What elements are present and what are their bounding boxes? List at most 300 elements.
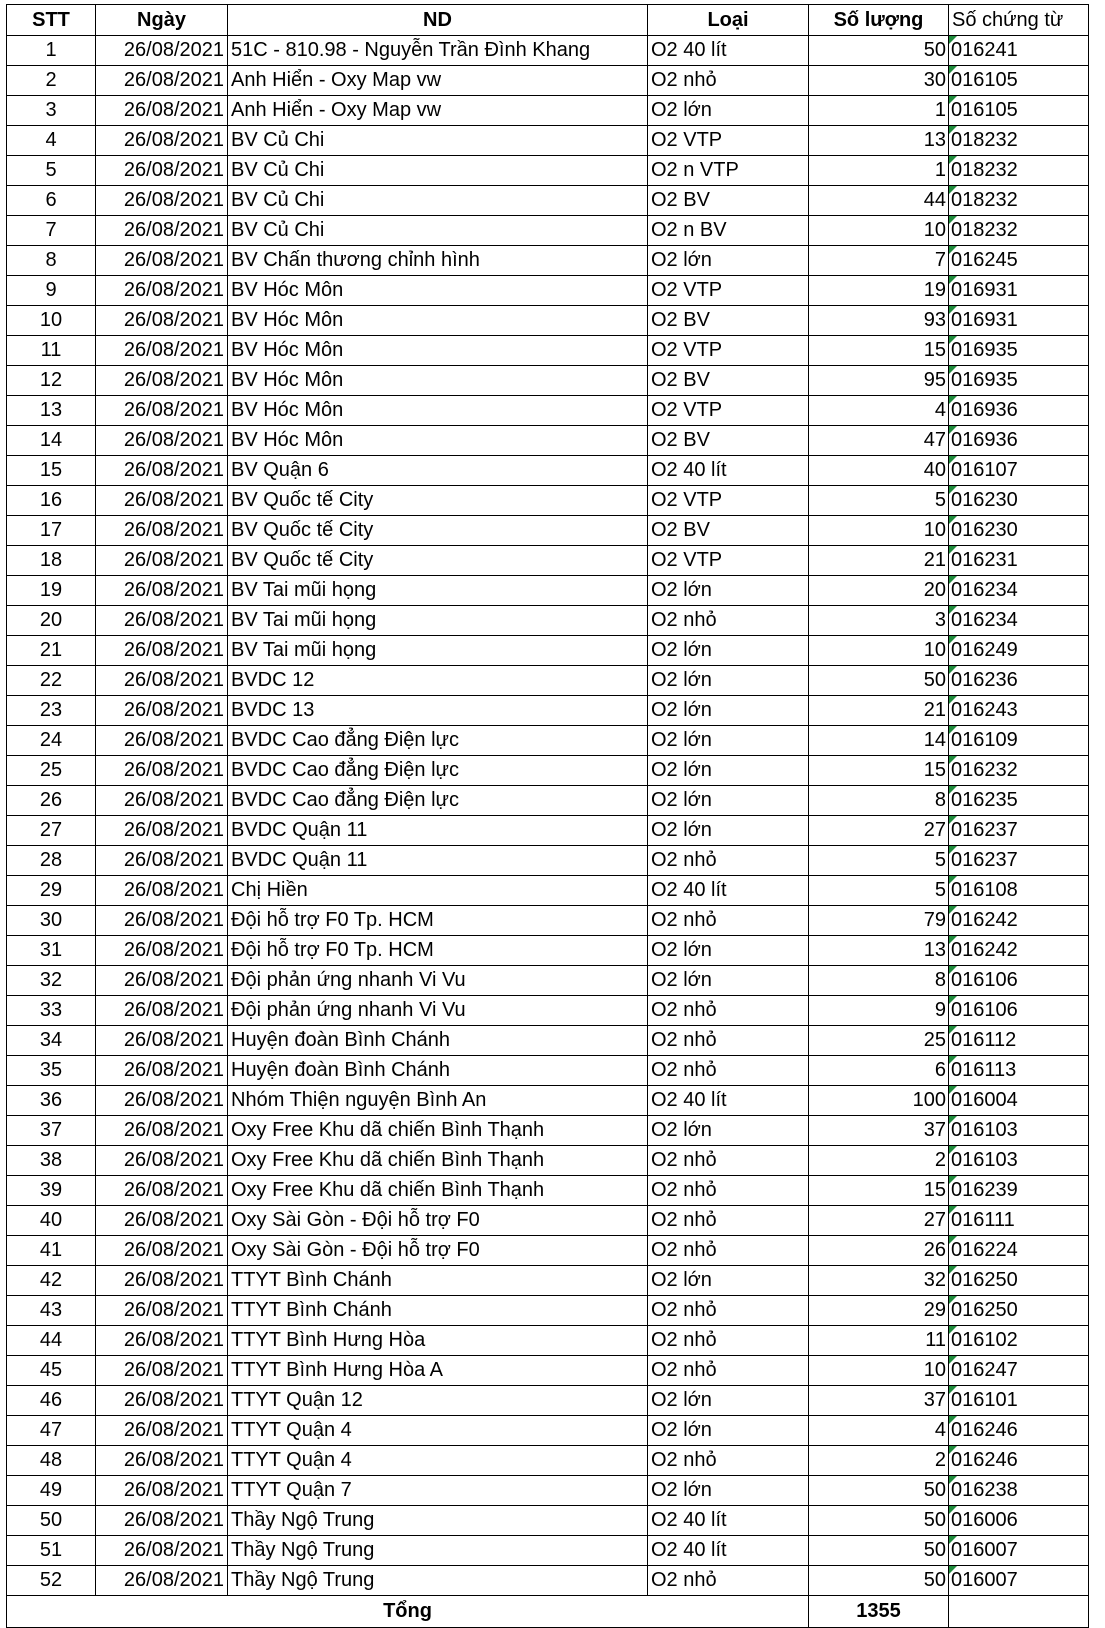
cell-type[interactable]: O2 BV: [648, 366, 809, 396]
cell-qty[interactable]: 10: [809, 1356, 949, 1386]
cell-date[interactable]: 26/08/2021: [96, 306, 228, 336]
cell-qty[interactable]: 2: [809, 1146, 949, 1176]
cell-stt[interactable]: 32: [7, 966, 96, 996]
cell-doc[interactable]: 016113: [949, 1056, 1089, 1086]
cell-date[interactable]: 26/08/2021: [96, 1476, 228, 1506]
cell-type[interactable]: O2 lớn: [648, 756, 809, 786]
cell-date[interactable]: 26/08/2021: [96, 1056, 228, 1086]
cell-date[interactable]: 26/08/2021: [96, 1116, 228, 1146]
cell-date[interactable]: 26/08/2021: [96, 1026, 228, 1056]
cell-nd[interactable]: TTYT Quận 4: [228, 1446, 648, 1476]
cell-qty[interactable]: 30: [809, 66, 949, 96]
cell-nd[interactable]: BVDC Cao đẳng Điện lực: [228, 756, 648, 786]
cell-date[interactable]: 26/08/2021: [96, 366, 228, 396]
cell-date[interactable]: 26/08/2021: [96, 876, 228, 906]
cell-date[interactable]: 26/08/2021: [96, 1506, 228, 1536]
cell-date[interactable]: 26/08/2021: [96, 1266, 228, 1296]
cell-stt[interactable]: 42: [7, 1266, 96, 1296]
cell-doc[interactable]: 016006: [949, 1506, 1089, 1536]
cell-stt[interactable]: 39: [7, 1176, 96, 1206]
cell-qty[interactable]: 50: [809, 1566, 949, 1596]
cell-nd[interactable]: 51C - 810.98 - Nguyễn Trần Đình Khang: [228, 36, 648, 66]
cell-nd[interactable]: Thầy Ngộ Trung: [228, 1506, 648, 1536]
cell-qty[interactable]: 10: [809, 516, 949, 546]
total-doc-cell[interactable]: [949, 1596, 1089, 1628]
cell-nd[interactable]: BV Hóc Môn: [228, 306, 648, 336]
total-qty[interactable]: 1355: [809, 1596, 949, 1628]
cell-qty[interactable]: 100: [809, 1086, 949, 1116]
cell-qty[interactable]: 26: [809, 1236, 949, 1266]
cell-type[interactable]: O2 n BV: [648, 216, 809, 246]
cell-date[interactable]: 26/08/2021: [96, 1326, 228, 1356]
cell-date[interactable]: 26/08/2021: [96, 1356, 228, 1386]
cell-qty[interactable]: 7: [809, 246, 949, 276]
cell-nd[interactable]: Anh Hiển - Oxy Map vw: [228, 66, 648, 96]
cell-date[interactable]: 26/08/2021: [96, 756, 228, 786]
cell-stt[interactable]: 11: [7, 336, 96, 366]
cell-nd[interactable]: Đội hỗ trợ F0 Tp. HCM: [228, 936, 648, 966]
cell-stt[interactable]: 16: [7, 486, 96, 516]
cell-stt[interactable]: 8: [7, 246, 96, 276]
cell-nd[interactable]: BV Hóc Môn: [228, 396, 648, 426]
cell-type[interactable]: O2 nhỏ: [648, 1326, 809, 1356]
cell-type[interactable]: O2 lớn: [648, 966, 809, 996]
cell-doc[interactable]: 016247: [949, 1356, 1089, 1386]
cell-nd[interactable]: Oxy Free Khu dã chiến Bình Thạnh: [228, 1176, 648, 1206]
cell-doc[interactable]: 016102: [949, 1326, 1089, 1356]
cell-type[interactable]: O2 40 lít: [648, 876, 809, 906]
cell-date[interactable]: 26/08/2021: [96, 726, 228, 756]
cell-type[interactable]: O2 lớn: [648, 576, 809, 606]
cell-doc[interactable]: 016106: [949, 966, 1089, 996]
cell-type[interactable]: O2 40 lít: [648, 1506, 809, 1536]
cell-nd[interactable]: BV Quận 6: [228, 456, 648, 486]
cell-doc[interactable]: 016239: [949, 1176, 1089, 1206]
cell-date[interactable]: 26/08/2021: [96, 936, 228, 966]
cell-doc[interactable]: 016931: [949, 276, 1089, 306]
cell-type[interactable]: O2 nhỏ: [648, 1056, 809, 1086]
cell-type[interactable]: O2 lớn: [648, 1386, 809, 1416]
cell-nd[interactable]: Oxy Sài Gòn - Đội hỗ trợ F0: [228, 1236, 648, 1266]
cell-date[interactable]: 26/08/2021: [96, 1296, 228, 1326]
cell-doc[interactable]: 016106: [949, 996, 1089, 1026]
cell-date[interactable]: 26/08/2021: [96, 486, 228, 516]
cell-doc[interactable]: 016109: [949, 726, 1089, 756]
cell-date[interactable]: 26/08/2021: [96, 1236, 228, 1266]
cell-doc[interactable]: 016242: [949, 936, 1089, 966]
cell-qty[interactable]: 2: [809, 1446, 949, 1476]
cell-type[interactable]: O2 nhỏ: [648, 1026, 809, 1056]
cell-date[interactable]: 26/08/2021: [96, 156, 228, 186]
cell-stt[interactable]: 13: [7, 396, 96, 426]
cell-type[interactable]: O2 40 lít: [648, 456, 809, 486]
cell-doc[interactable]: 016112: [949, 1026, 1089, 1056]
cell-stt[interactable]: 46: [7, 1386, 96, 1416]
cell-qty[interactable]: 9: [809, 996, 949, 1026]
cell-doc[interactable]: 016007: [949, 1536, 1089, 1566]
cell-doc[interactable]: 016235: [949, 786, 1089, 816]
cell-nd[interactable]: Huyện đoàn Bình Chánh: [228, 1056, 648, 1086]
cell-stt[interactable]: 27: [7, 816, 96, 846]
cell-doc[interactable]: 016250: [949, 1296, 1089, 1326]
cell-nd[interactable]: BVDC Cao đẳng Điện lực: [228, 786, 648, 816]
header-qty[interactable]: Số lượng: [809, 5, 949, 36]
cell-type[interactable]: O2 40 lít: [648, 36, 809, 66]
cell-stt[interactable]: 4: [7, 126, 96, 156]
cell-doc[interactable]: 016931: [949, 306, 1089, 336]
cell-qty[interactable]: 27: [809, 816, 949, 846]
cell-date[interactable]: 26/08/2021: [96, 576, 228, 606]
cell-qty[interactable]: 79: [809, 906, 949, 936]
cell-qty[interactable]: 15: [809, 1176, 949, 1206]
cell-stt[interactable]: 14: [7, 426, 96, 456]
cell-stt[interactable]: 41: [7, 1236, 96, 1266]
cell-doc[interactable]: 016237: [949, 846, 1089, 876]
cell-date[interactable]: 26/08/2021: [96, 1536, 228, 1566]
cell-nd[interactable]: BV Hóc Môn: [228, 426, 648, 456]
cell-doc[interactable]: 016935: [949, 366, 1089, 396]
cell-type[interactable]: O2 lớn: [648, 666, 809, 696]
cell-stt[interactable]: 1: [7, 36, 96, 66]
cell-doc[interactable]: 016105: [949, 66, 1089, 96]
cell-qty[interactable]: 8: [809, 966, 949, 996]
cell-type[interactable]: O2 lớn: [648, 1416, 809, 1446]
cell-doc[interactable]: 016230: [949, 486, 1089, 516]
cell-date[interactable]: 26/08/2021: [96, 516, 228, 546]
cell-stt[interactable]: 2: [7, 66, 96, 96]
cell-stt[interactable]: 52: [7, 1566, 96, 1596]
cell-stt[interactable]: 36: [7, 1086, 96, 1116]
cell-nd[interactable]: Chị Hiền: [228, 876, 648, 906]
cell-doc[interactable]: 016238: [949, 1476, 1089, 1506]
cell-qty[interactable]: 50: [809, 1506, 949, 1536]
cell-stt[interactable]: 49: [7, 1476, 96, 1506]
cell-date[interactable]: 26/08/2021: [96, 456, 228, 486]
header-stt[interactable]: STT: [7, 5, 96, 36]
cell-type[interactable]: O2 nhỏ: [648, 606, 809, 636]
cell-type[interactable]: O2 lớn: [648, 96, 809, 126]
cell-date[interactable]: 26/08/2021: [96, 1086, 228, 1116]
cell-stt[interactable]: 24: [7, 726, 96, 756]
cell-date[interactable]: 26/08/2021: [96, 966, 228, 996]
cell-type[interactable]: O2 nhỏ: [648, 1566, 809, 1596]
cell-type[interactable]: O2 lớn: [648, 1116, 809, 1146]
cell-nd[interactable]: TTYT Bình Chánh: [228, 1296, 648, 1326]
cell-type[interactable]: O2 VTP: [648, 486, 809, 516]
cell-nd[interactable]: BV Củ Chi: [228, 216, 648, 246]
cell-stt[interactable]: 21: [7, 636, 96, 666]
cell-qty[interactable]: 25: [809, 1026, 949, 1056]
total-label[interactable]: Tổng: [7, 1596, 809, 1628]
cell-nd[interactable]: Nhóm Thiện nguyện Bình An: [228, 1086, 648, 1116]
cell-doc[interactable]: 016111: [949, 1206, 1089, 1236]
cell-nd[interactable]: TTYT Quận 4: [228, 1416, 648, 1446]
cell-qty[interactable]: 4: [809, 396, 949, 426]
cell-nd[interactable]: BVDC Cao đẳng Điện lực: [228, 726, 648, 756]
cell-qty[interactable]: 21: [809, 696, 949, 726]
cell-date[interactable]: 26/08/2021: [96, 66, 228, 96]
cell-qty[interactable]: 15: [809, 756, 949, 786]
cell-stt[interactable]: 10: [7, 306, 96, 336]
cell-qty[interactable]: 13: [809, 936, 949, 966]
cell-date[interactable]: 26/08/2021: [96, 546, 228, 576]
cell-date[interactable]: 26/08/2021: [96, 996, 228, 1026]
cell-doc[interactable]: 016101: [949, 1386, 1089, 1416]
cell-nd[interactable]: BV Tai mũi họng: [228, 606, 648, 636]
cell-nd[interactable]: TTYT Bình Hưng Hòa: [228, 1326, 648, 1356]
cell-doc[interactable]: 018232: [949, 126, 1089, 156]
cell-stt[interactable]: 17: [7, 516, 96, 546]
header-type[interactable]: Loại: [648, 5, 809, 36]
cell-doc[interactable]: 016234: [949, 606, 1089, 636]
cell-qty[interactable]: 6: [809, 1056, 949, 1086]
cell-stt[interactable]: 19: [7, 576, 96, 606]
cell-qty[interactable]: 4: [809, 1416, 949, 1446]
header-nd[interactable]: ND: [228, 5, 648, 36]
cell-doc[interactable]: 016246: [949, 1416, 1089, 1446]
cell-qty[interactable]: 19: [809, 276, 949, 306]
cell-nd[interactable]: TTYT Quận 7: [228, 1476, 648, 1506]
cell-type[interactable]: O2 lớn: [648, 636, 809, 666]
cell-stt[interactable]: 50: [7, 1506, 96, 1536]
cell-date[interactable]: 26/08/2021: [96, 1176, 228, 1206]
cell-doc[interactable]: 016249: [949, 636, 1089, 666]
cell-type[interactable]: O2 VTP: [648, 336, 809, 366]
cell-nd[interactable]: BV Tai mũi họng: [228, 636, 648, 666]
cell-date[interactable]: 26/08/2021: [96, 36, 228, 66]
cell-date[interactable]: 26/08/2021: [96, 1446, 228, 1476]
cell-nd[interactable]: BVDC 13: [228, 696, 648, 726]
cell-doc[interactable]: 016242: [949, 906, 1089, 936]
cell-nd[interactable]: Anh Hiển - Oxy Map vw: [228, 96, 648, 126]
cell-type[interactable]: O2 n VTP: [648, 156, 809, 186]
cell-date[interactable]: 26/08/2021: [96, 606, 228, 636]
cell-stt[interactable]: 9: [7, 276, 96, 306]
cell-nd[interactable]: Đội hỗ trợ F0 Tp. HCM: [228, 906, 648, 936]
cell-nd[interactable]: BV Củ Chi: [228, 186, 648, 216]
cell-type[interactable]: O2 lớn: [648, 1476, 809, 1506]
cell-qty[interactable]: 14: [809, 726, 949, 756]
cell-nd[interactable]: BV Củ Chi: [228, 156, 648, 186]
cell-stt[interactable]: 34: [7, 1026, 96, 1056]
cell-type[interactable]: O2 lớn: [648, 786, 809, 816]
cell-doc[interactable]: 016232: [949, 756, 1089, 786]
cell-nd[interactable]: TTYT Bình Chánh: [228, 1266, 648, 1296]
cell-doc[interactable]: 018232: [949, 156, 1089, 186]
cell-date[interactable]: 26/08/2021: [96, 126, 228, 156]
cell-qty[interactable]: 37: [809, 1116, 949, 1146]
cell-date[interactable]: 26/08/2021: [96, 186, 228, 216]
cell-date[interactable]: 26/08/2021: [96, 336, 228, 366]
cell-type[interactable]: O2 nhỏ: [648, 1296, 809, 1326]
cell-doc[interactable]: 016237: [949, 816, 1089, 846]
cell-qty[interactable]: 13: [809, 126, 949, 156]
cell-nd[interactable]: BV Quốc tế City: [228, 546, 648, 576]
cell-type[interactable]: O2 VTP: [648, 396, 809, 426]
cell-doc[interactable]: 016245: [949, 246, 1089, 276]
cell-type[interactable]: O2 nhỏ: [648, 66, 809, 96]
cell-qty[interactable]: 10: [809, 636, 949, 666]
cell-date[interactable]: 26/08/2021: [96, 1146, 228, 1176]
cell-qty[interactable]: 50: [809, 1536, 949, 1566]
cell-stt[interactable]: 35: [7, 1056, 96, 1086]
cell-doc[interactable]: 016243: [949, 696, 1089, 726]
cell-date[interactable]: 26/08/2021: [96, 246, 228, 276]
cell-nd[interactable]: Oxy Sài Gòn - Đội hỗ trợ F0: [228, 1206, 648, 1236]
cell-doc[interactable]: 016250: [949, 1266, 1089, 1296]
cell-doc[interactable]: 016246: [949, 1446, 1089, 1476]
cell-type[interactable]: O2 nhỏ: [648, 906, 809, 936]
cell-qty[interactable]: 37: [809, 1386, 949, 1416]
cell-qty[interactable]: 1: [809, 156, 949, 186]
cell-nd[interactable]: BV Chấn thương chỉnh hình: [228, 246, 648, 276]
cell-type[interactable]: O2 lớn: [648, 816, 809, 846]
cell-nd[interactable]: BVDC 12: [228, 666, 648, 696]
cell-doc[interactable]: 016108: [949, 876, 1089, 906]
cell-stt[interactable]: 51: [7, 1536, 96, 1566]
cell-qty[interactable]: 93: [809, 306, 949, 336]
cell-stt[interactable]: 45: [7, 1356, 96, 1386]
cell-nd[interactable]: Thầy Ngộ Trung: [228, 1536, 648, 1566]
cell-stt[interactable]: 20: [7, 606, 96, 636]
cell-stt[interactable]: 7: [7, 216, 96, 246]
cell-type[interactable]: O2 nhỏ: [648, 996, 809, 1026]
cell-doc[interactable]: 016936: [949, 426, 1089, 456]
cell-qty[interactable]: 40: [809, 456, 949, 486]
cell-qty[interactable]: 10: [809, 216, 949, 246]
cell-doc[interactable]: 016236: [949, 666, 1089, 696]
cell-qty[interactable]: 11: [809, 1326, 949, 1356]
cell-stt[interactable]: 43: [7, 1296, 96, 1326]
cell-stt[interactable]: 25: [7, 756, 96, 786]
cell-nd[interactable]: TTYT Quận 12: [228, 1386, 648, 1416]
cell-stt[interactable]: 33: [7, 996, 96, 1026]
cell-qty[interactable]: 27: [809, 1206, 949, 1236]
cell-doc[interactable]: 016936: [949, 396, 1089, 426]
cell-date[interactable]: 26/08/2021: [96, 636, 228, 666]
cell-nd[interactable]: BV Hóc Môn: [228, 366, 648, 396]
cell-type[interactable]: O2 BV: [648, 516, 809, 546]
cell-nd[interactable]: Đội phản ứng nhanh Vi Vu: [228, 966, 648, 996]
cell-stt[interactable]: 5: [7, 156, 96, 186]
cell-nd[interactable]: BV Hóc Môn: [228, 336, 648, 366]
cell-doc[interactable]: 016103: [949, 1116, 1089, 1146]
cell-stt[interactable]: 18: [7, 546, 96, 576]
header-date[interactable]: Ngày: [96, 5, 228, 36]
cell-nd[interactable]: Huyện đoàn Bình Chánh: [228, 1026, 648, 1056]
cell-nd[interactable]: Đội phản ứng nhanh Vi Vu: [228, 996, 648, 1026]
cell-qty[interactable]: 8: [809, 786, 949, 816]
cell-doc[interactable]: 016935: [949, 336, 1089, 366]
cell-type[interactable]: O2 lớn: [648, 246, 809, 276]
cell-type[interactable]: O2 nhỏ: [648, 1446, 809, 1476]
cell-qty[interactable]: 3: [809, 606, 949, 636]
cell-nd[interactable]: BV Quốc tế City: [228, 486, 648, 516]
cell-qty[interactable]: 15: [809, 336, 949, 366]
cell-stt[interactable]: 12: [7, 366, 96, 396]
cell-date[interactable]: 26/08/2021: [96, 786, 228, 816]
cell-doc[interactable]: 016224: [949, 1236, 1089, 1266]
cell-qty[interactable]: 95: [809, 366, 949, 396]
cell-nd[interactable]: Thầy Ngộ Trung: [228, 1566, 648, 1596]
cell-doc[interactable]: 016007: [949, 1566, 1089, 1596]
cell-doc[interactable]: 016107: [949, 456, 1089, 486]
cell-date[interactable]: 26/08/2021: [96, 906, 228, 936]
cell-type[interactable]: O2 VTP: [648, 546, 809, 576]
cell-date[interactable]: 26/08/2021: [96, 696, 228, 726]
cell-type[interactable]: O2 lớn: [648, 1266, 809, 1296]
cell-date[interactable]: 26/08/2021: [96, 426, 228, 456]
cell-qty[interactable]: 32: [809, 1266, 949, 1296]
cell-nd[interactable]: Oxy Free Khu dã chiến Bình Thạnh: [228, 1116, 648, 1146]
cell-qty[interactable]: 47: [809, 426, 949, 456]
cell-date[interactable]: 26/08/2021: [96, 816, 228, 846]
cell-stt[interactable]: 31: [7, 936, 96, 966]
cell-stt[interactable]: 22: [7, 666, 96, 696]
cell-stt[interactable]: 6: [7, 186, 96, 216]
cell-stt[interactable]: 40: [7, 1206, 96, 1236]
cell-type[interactable]: O2 VTP: [648, 126, 809, 156]
cell-doc[interactable]: 016004: [949, 1086, 1089, 1116]
cell-type[interactable]: O2 BV: [648, 186, 809, 216]
cell-type[interactable]: O2 BV: [648, 306, 809, 336]
cell-doc[interactable]: 016103: [949, 1146, 1089, 1176]
cell-date[interactable]: 26/08/2021: [96, 96, 228, 126]
cell-doc[interactable]: 016105: [949, 96, 1089, 126]
cell-date[interactable]: 26/08/2021: [96, 1566, 228, 1596]
cell-qty[interactable]: 5: [809, 486, 949, 516]
cell-type[interactable]: O2 nhỏ: [648, 1176, 809, 1206]
cell-qty[interactable]: 29: [809, 1296, 949, 1326]
cell-stt[interactable]: 47: [7, 1416, 96, 1446]
cell-doc[interactable]: 016241: [949, 36, 1089, 66]
cell-qty[interactable]: 20: [809, 576, 949, 606]
cell-qty[interactable]: 5: [809, 846, 949, 876]
cell-qty[interactable]: 1: [809, 96, 949, 126]
cell-doc[interactable]: 016230: [949, 516, 1089, 546]
cell-date[interactable]: 26/08/2021: [96, 396, 228, 426]
cell-date[interactable]: 26/08/2021: [96, 216, 228, 246]
cell-stt[interactable]: 26: [7, 786, 96, 816]
cell-stt[interactable]: 3: [7, 96, 96, 126]
cell-type[interactable]: O2 nhỏ: [648, 846, 809, 876]
cell-qty[interactable]: 50: [809, 1476, 949, 1506]
cell-nd[interactable]: Oxy Free Khu dã chiến Bình Thạnh: [228, 1146, 648, 1176]
cell-type[interactable]: O2 nhỏ: [648, 1206, 809, 1236]
cell-stt[interactable]: 28: [7, 846, 96, 876]
cell-date[interactable]: 26/08/2021: [96, 1206, 228, 1236]
cell-stt[interactable]: 48: [7, 1446, 96, 1476]
cell-type[interactable]: O2 lớn: [648, 936, 809, 966]
cell-doc[interactable]: 016234: [949, 576, 1089, 606]
header-doc[interactable]: Số chứng từ: [949, 5, 1089, 36]
cell-type[interactable]: O2 nhỏ: [648, 1146, 809, 1176]
cell-stt[interactable]: 38: [7, 1146, 96, 1176]
cell-stt[interactable]: 44: [7, 1326, 96, 1356]
cell-stt[interactable]: 30: [7, 906, 96, 936]
cell-doc[interactable]: 016231: [949, 546, 1089, 576]
cell-type[interactable]: O2 nhỏ: [648, 1236, 809, 1266]
cell-nd[interactable]: BV Hóc Môn: [228, 276, 648, 306]
cell-nd[interactable]: BV Củ Chi: [228, 126, 648, 156]
cell-nd[interactable]: BVDC Quận 11: [228, 846, 648, 876]
cell-nd[interactable]: BVDC Quận 11: [228, 816, 648, 846]
cell-qty[interactable]: 50: [809, 36, 949, 66]
cell-type[interactable]: O2 40 lít: [648, 1086, 809, 1116]
cell-type[interactable]: O2 40 lít: [648, 1536, 809, 1566]
cell-doc[interactable]: 018232: [949, 216, 1089, 246]
cell-stt[interactable]: 37: [7, 1116, 96, 1146]
